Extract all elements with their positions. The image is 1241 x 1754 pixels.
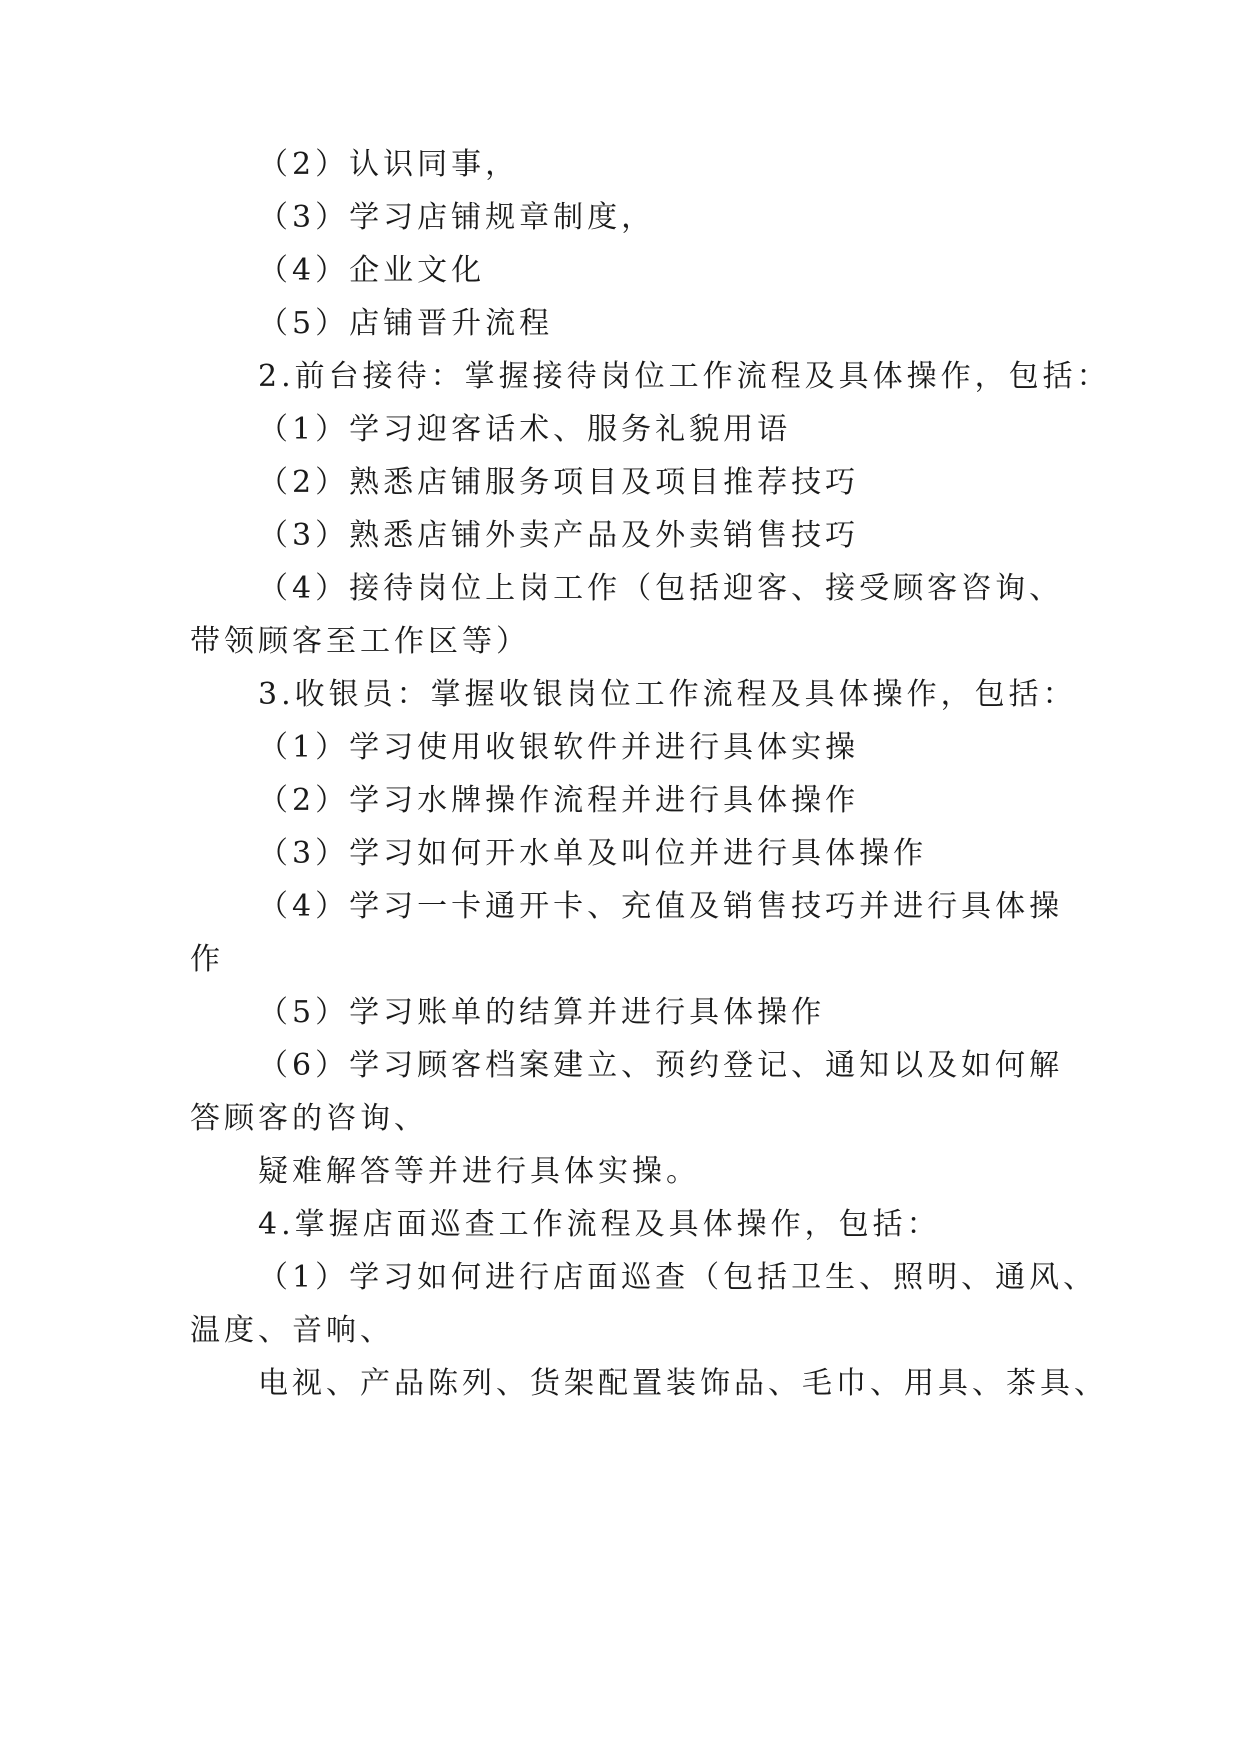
text-line: （4）学习一卡通开卡、充值及销售技巧并进行具体操 <box>258 889 1064 924</box>
section-heading: 3.收银员：掌握收银岗位工作流程及具体操作，包括： <box>258 677 1077 712</box>
text-line: （3）学习店铺规章制度， <box>258 200 656 235</box>
text-line: （2）学习水牌操作流程并进行具体操作 <box>258 783 860 818</box>
text-line: 带领顾客至工作区等） <box>190 624 530 659</box>
text-line: （5）学习账单的结算并进行具体操作 <box>258 995 826 1030</box>
text-line: （2）认识同事， <box>258 147 520 182</box>
text-line: 疑难解答等并进行具体实操。 <box>258 1154 700 1189</box>
text-line: 作 <box>190 942 224 977</box>
section-heading: 4.掌握店面巡查工作流程及具体操作，包括： <box>258 1207 941 1242</box>
text-line: 答顾客的咨询、 <box>190 1101 428 1136</box>
text-line: （1）学习如何进行店面巡查（包括卫生、照明、通风、 <box>258 1260 1098 1295</box>
text-line: （4）接待岗位上岗工作（包括迎客、接受顾客咨询、 <box>258 571 1064 606</box>
text-line: 电视、产品陈列、货架配置装饰品、毛巾、用具、茶具、 <box>258 1366 1108 1401</box>
text-line: （6）学习顾客档案建立、预约登记、通知以及如何解 <box>258 1048 1064 1083</box>
text-line: （5）店铺晋升流程 <box>258 306 554 341</box>
text-line: 温度、音响、 <box>190 1313 394 1348</box>
text-line: （1）学习使用收银软件并进行具体实操 <box>258 730 860 765</box>
text-line: （3）熟悉店铺外卖产品及外卖销售技巧 <box>258 518 860 553</box>
section-heading: 2.前台接待：掌握接待岗位工作流程及具体操作，包括： <box>258 359 1111 394</box>
text-line: （4）企业文化 <box>258 253 486 288</box>
text-line: （1）学习迎客话术、服务礼貌用语 <box>258 412 792 447</box>
text-line: （2）熟悉店铺服务项目及项目推荐技巧 <box>258 465 860 500</box>
text-line: （3）学习如何开水单及叫位并进行具体操作 <box>258 836 928 871</box>
